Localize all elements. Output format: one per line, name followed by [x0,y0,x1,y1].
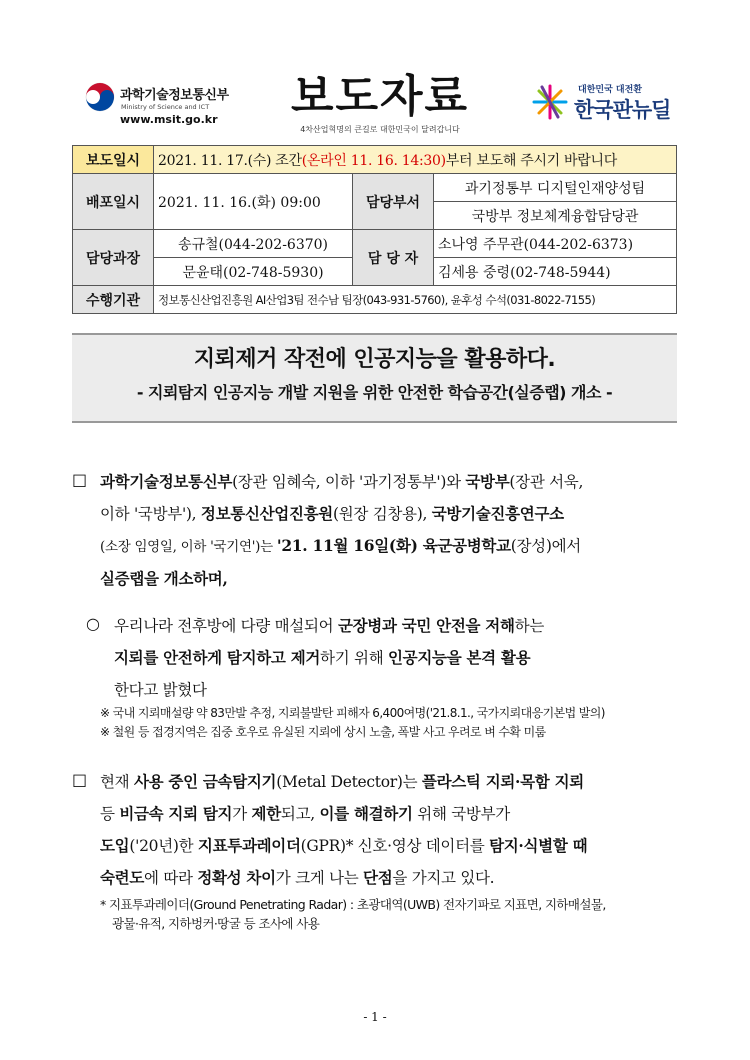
headline: 지뢰제거 작전에 인공지능을 활용하다. [193,347,556,372]
p2-bold: 인공지능을 본격 활용 [388,648,531,667]
subheadline: - 지뢰탐지 인공지능 개발 지원을 위한 안전한 학습공간(실증랩) 개소 - [136,383,613,402]
p3-text: 되고, [280,805,320,823]
dist-value: 2021. 11. 16.(화) 09:00 [154,174,353,230]
footnote-1: * 지표투과레이더(Ground Penetrating Radar) : 초광대역(UWB) 전자기파로 지표면, 지하매설물, [100,897,606,912]
p3-bold: 단점 [363,868,393,887]
p3-bold: 플라스틱 지뢰·목함 지뢰 [421,772,584,791]
p3-text: (Metal Detector)는 [276,773,422,791]
newdeal-logo-icon [532,84,568,120]
p3-text: 현재 [100,773,134,791]
paragraph-2 [114,610,680,706]
p2-bold: 군장병과 국민 안전을 저해 [337,616,515,635]
manager-row [73,230,677,258]
p3-text: 위해 국방부가 [412,805,510,823]
slogan: 4차산업혁명의 큰길로 대한민국이 달려갑니다 [300,125,460,134]
staff-label: 담 당 자 [353,230,434,286]
org-label: 수행기관 [73,286,154,314]
p2-text: 우리나라 전후방에 다량 매설되어 [114,617,338,635]
p1-text: (소장 임영일, 이하 '국기연')는 [100,539,277,555]
p1-date: '21. 11월 16일(화) 육군공병학교 [276,536,511,555]
p1-ministry: 과학기술정보통신부 [100,472,233,491]
paragraph-3 [100,766,680,894]
dept-1: 과기정통부 디지털인재양성팀 [434,174,677,202]
p3-text: 을 가지고 있다. [392,869,495,887]
p3-bold: 정확성 차이 [197,868,276,887]
p3-bold: 제한 [251,804,281,823]
p1-mnd: 국방부 [465,472,510,491]
p3-text: 에 따라 [144,869,198,887]
release-suffix: 부터 보도해 주시기 바랍니다 [445,152,617,169]
p3-bold: 숙련도 [100,868,145,887]
p1-nipa: 정보통신산업진흥원 [200,504,333,523]
dept-2: 국방부 정보체계융합담당관 [434,202,677,230]
note-2: ※ 철원 등 접경지역은 집중 호우로 유실된 지뢰에 상시 노출, 폭발 사고 우려로 벼 수확 미룸 [100,725,546,739]
p2-text: 하기 위해 [320,649,388,667]
ministry-name-en: Ministry of Science and ICT [121,103,210,111]
footnote-2: 광물·유적, 지하벙커·땅굴 등 조사에 사용 [112,916,320,931]
manager-1: 송규철(044-202-6370) [154,230,353,258]
p1-text: (원장 김창용), [332,505,432,523]
release-label: 보도일시 [73,146,154,174]
newdeal-tagline: 대한민국 대전환 [578,85,642,95]
release-date: 2021. 11. 17.(수) 조간 [158,152,302,169]
p3-bold: 지표투과레이더 [197,836,301,855]
ministry-emblem-icon [85,82,115,112]
p3-text: * 신호·영상 데이터를 [345,837,490,855]
paragraph-1 [100,466,680,595]
dept-label: 담당부서 [353,174,434,230]
p2-bold: 지뢰를 안전하게 탐지하고 제거 [114,648,321,667]
release-online: (온라인 11. 16. 14:30) [301,152,446,169]
page-title: 보도자료 [290,71,469,122]
manager-2: 문윤태(02-748-5930) [154,258,353,286]
org-value: 정보통신산업진흥원 AI산업3팀 전수남 팀장(043-931-5760), 윤후성 수석(031-8022-7155) [154,286,677,314]
note-1: ※ 국내 지뢰매설량 약 83만발 추정, 지뢰불발탄 피해자 6,400여명('21.8.1., 국가지뢰대응기본법 발의) [100,706,605,720]
p3-bold: 비금속 지뢰 탐지 [119,804,233,823]
release-info-table [72,145,677,314]
release-value [154,146,677,174]
p3-bold: 사용 중인 금속탐지기 [133,772,277,791]
p3-text: 등 [100,805,120,823]
dist-label: 배포일시 [73,174,154,230]
bullet-circle: ○ [86,614,100,633]
p3-text: 가 [232,805,252,823]
p2-text: 한다고 밝혔다 [114,681,207,699]
staff-2: 김세용 중령(02-748-5944) [434,258,677,286]
bullet-square: □ [72,470,88,489]
staff-1: 소나영 주무관(044-202-6373) [434,230,677,258]
dist-row [73,174,677,202]
release-row [73,146,677,174]
p3-bold: 탐지·식별할 때 [489,836,588,855]
newdeal-brand: 한국판뉴딜 [574,98,671,122]
p1-text: 이하 '국방부'), [100,505,201,523]
p1-lab: 실증랩을 개소하며, [100,569,228,588]
page-number: - 1 - [363,1010,387,1024]
p3-text: (GPR) [300,837,346,855]
p3-bold: 도입 [100,836,130,855]
ministry-url: www.msit.go.kr [120,113,218,126]
manager-label: 담당과장 [73,230,154,286]
p1-text: (장관 임혜숙, 이하 '과기정통부')와 [232,473,466,491]
ministry-name: 과학기술정보통신부 [120,88,229,103]
org-row [73,286,677,314]
p3-text: ('20년)한 [129,837,198,855]
p1-text: (장관 서욱, [509,473,584,491]
p1-text: (장성)에서 [510,537,581,555]
p1-krit: 국방기술진흥연구소 [431,504,564,523]
p3-bold: 이를 해결하기 [319,804,413,823]
p3-text: 가 크게 나는 [275,869,364,887]
bullet-square: □ [72,770,88,789]
p2-text: 하는 [514,617,544,635]
